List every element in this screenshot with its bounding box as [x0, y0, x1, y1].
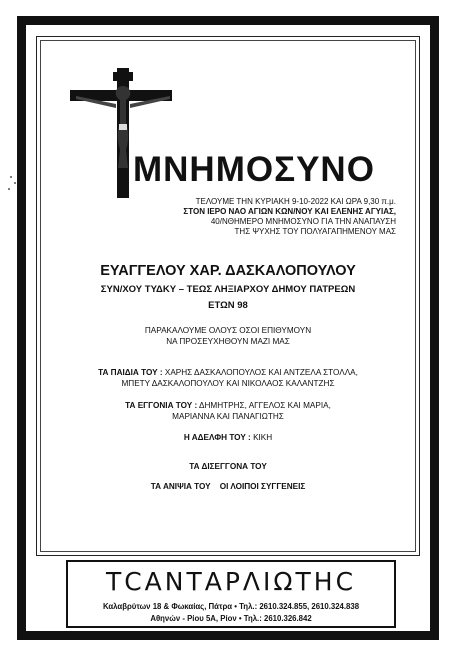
- page-title: ΜΝΗΜΟΣΥΝΟ: [133, 150, 375, 189]
- intro-line: ΤΕΛΟΥΜΕ ΤΗΝ ΚΥΡΙΑΚΗ 9-10-2022 ΚΑΙ ΩΡΑ 9,30 π.μ.: [195, 197, 396, 206]
- nephews-relatives-line: [60, 482, 396, 493]
- address-line: Καλαβρύτων 18 & Φωκαίας, Πάτρα • Τηλ.: 2610.324.855, 2610.324.838: [102, 602, 360, 611]
- intro-line: ΣΤΟΝ ΙΕΡΟ ΝΑΟ ΑΓΙΩΝ ΚΩΝ/ΝΟΥ ΚΑΙ ΕΛΕΝΗΣ ΑΓΥΙΑΣ,: [183, 207, 396, 216]
- invitation-line: ΠΑΡΑΚΑΛΟΥΜΕ ΟΛΟΥΣ ΟΣΟΙ ΕΠΙΘΥΜΟΥΝ: [144, 326, 312, 335]
- scan-speck: [10, 176, 12, 178]
- deceased-age: ΕΤΩΝ 98: [208, 300, 248, 311]
- sister-line: [60, 433, 396, 444]
- intro-line: 40/ΝΘΗΜΕΡΟ ΜΝΗΜΟΣΥΝΟ ΓΙΑ ΤΗΝ ΑΝΑΠΑΥΣΗ: [210, 217, 396, 226]
- children-label: ΤΑ ΠΑΙΔΙΑ ΤΟΥ :: [98, 368, 163, 377]
- nephews-label: ΤΑ ΑΝΙΨΙΑ ΤΟΥ: [150, 482, 211, 491]
- scan-speck: [14, 182, 16, 184]
- deceased-name: ΕΥΑΓΓΕΛΟΥ ΧΑΡ. ΔΑΣΚΑΛΟΠΟΥΛΟΥ: [100, 263, 356, 279]
- children-line: [60, 368, 396, 379]
- great-grandchildren: ΤΑ ΔΙΣΕΓΓΟΝΑ ΤΟΥ: [189, 462, 267, 471]
- funeral-home-footer: [66, 560, 396, 628]
- sister-name: ΚΙΚΗ: [253, 433, 273, 442]
- grandchildren-names: ΔΗΜΗΤΡΗΣ, ΑΓΓΕΛΟΣ ΚΑΙ ΜΑΡΙΑ,: [199, 401, 331, 410]
- address-line: Αθηνών - Ρίου 5Α, Ρίον • Τηλ.: 2610.326.842: [150, 614, 312, 623]
- intro-line: ΤΗΣ ΨΥΧΗΣ ΤΟΥ ΠΟΛΥΑΓΑΠΗΜΕΝΟΥ ΜΑΣ: [234, 227, 396, 236]
- grandchildren-names-cont: ΜΑΡΙΑΝΝΑ ΚΑΙ ΠΑΝΑΓΙΩΤΗΣ: [172, 412, 284, 421]
- sister-label: Η ΑΔΕΛΦΗ ΤΟΥ :: [183, 433, 251, 442]
- grandchildren-label: ΤΑ ΕΓΓΟΝΙΑ ΤΟΥ :: [125, 401, 198, 410]
- relatives-label: ΟΙ ΛΟΙΠΟΙ ΣΥΓΓΕΝΕΙΣ: [219, 482, 306, 491]
- deceased-role: ΣΥΝ/ΧΟΥ ΤΥΔΚΥ – ΤΕΩΣ ΛΗΞΙΑΡΧΟΥ ΔΗΜΟΥ ΠΑΤΡΕΩΝ: [100, 284, 356, 295]
- grandchildren-line: [60, 401, 396, 412]
- scan-speck: [8, 188, 10, 190]
- funeral-home-logo: ΤϹΑΝΤΑΡΛΙΩΤΗϹ: [105, 567, 357, 596]
- invitation-line: ΝΑ ΠΡΟΣΕΥΧΗΘΟΥΝ ΜΑΖΙ ΜΑΣ: [166, 337, 290, 346]
- children-names: ΧΑΡΗΣ ΔΑΣΚΑΛΟΠΟΥΛΟΣ ΚΑΙ ΑΝΤΖΕΛΑ ΣΤΟΛΛΑ,: [164, 368, 358, 377]
- children-names-cont: ΜΠΕΤΥ ΔΑΣΚΑΛΟΠΟΥΛΟΥ ΚΑΙ ΝΙΚΟΛΑΟΣ ΚΑΛΑΝΤΖΗΣ: [121, 379, 335, 388]
